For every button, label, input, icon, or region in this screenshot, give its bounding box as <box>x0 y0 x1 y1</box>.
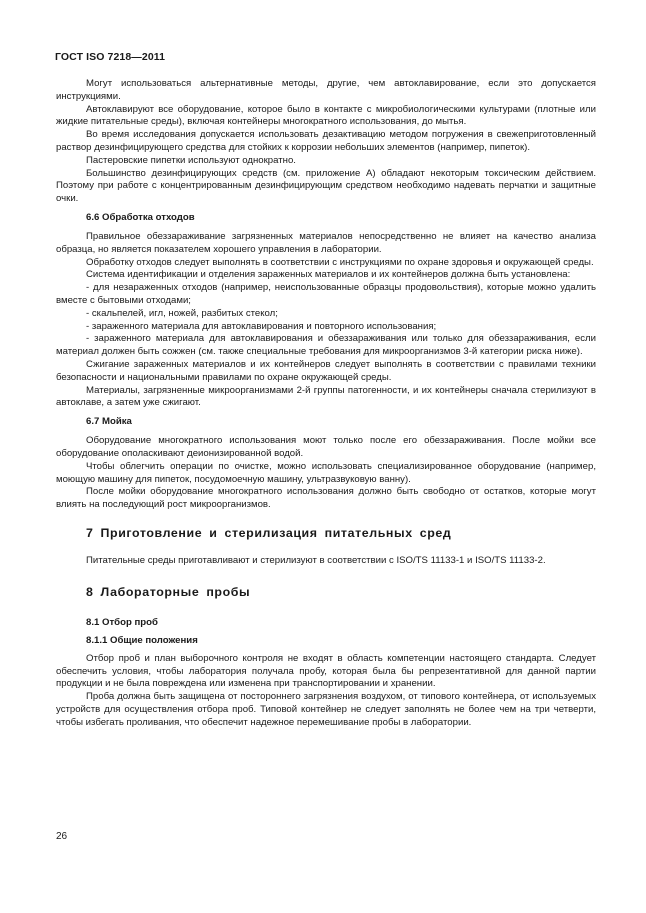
paragraph: Автоклавируют все оборудование, которое было в контакте с микробиологическими культурами (плотные или жидкие питательные среды), включая контейнеры многократного использования, до мытья. <box>56 103 596 128</box>
document-body <box>56 78 596 729</box>
paragraph: После мойки оборудование многократного использования должно быть свободно от остатков, которые могут влиять на последующий рост микроорганизмов. <box>56 486 596 511</box>
section-heading-8-1-1: 8.1.1 Общие положения <box>86 634 198 646</box>
list-item: - для незараженных отходов (например, неиспользованные образцы продовольствия), которые можно удалить вместе с бытовыми отходами; <box>56 282 596 306</box>
paragraph: Отбор проб и план выборочного контроля не входят в область компетенции настоящего стандарта. Следует обеспечить условия, чтобы лаборатория получала пробу, которая была бы репрезентативной для данной партии продукции и не была повреждена или изменена при транспортировании и хранении. <box>56 652 596 690</box>
section-heading-6-6: 6.6 Обработка отходов <box>86 211 195 223</box>
paragraph: Система идентификации и отделения зараженных материалов и их контейнеров должна быть установлена: <box>86 269 571 281</box>
paragraph: Оборудование многократного использования моют только после его обеззараживания. После мойки все оборудование ополаскивают деионизированной водой. <box>56 435 596 459</box>
list-item: - зараженного материала для автоклавирования и повторного использования; <box>86 320 437 332</box>
paragraph: Сжигание зараженных материалов и их контейнеров следует выполнять в соответствии с правилами техники безопасности и национальными правилами по охране окружающей среды. <box>56 358 596 383</box>
paragraph: Питательные среды приготавливают и стерилизуют в соответствии с ISO/TS 11133-1 и ISO/TS 11133-2. <box>86 554 546 566</box>
section-heading-7: 7 Приготовление и стерилизация питательных сред <box>86 525 452 540</box>
section-heading-6-7: 6.7 Мойка <box>86 416 132 428</box>
paragraph: Правильное обеззараживание загрязненных материалов непосредственно не влияет на качество анализа образца, но является показателем хорошего управления в лаборатории. <box>56 230 596 255</box>
page-header-standard-code: ГОСТ ISO 7218—2011 <box>55 51 166 63</box>
paragraph: Большинство дезинфицирующих средств (см. приложение А) обладают некоторым токсическим действием. Поэтому при работе с концентрированным дезинфицирующим средством необходимо надевать перчатки и защитные очки. <box>56 167 596 205</box>
paragraph: Могут использоваться альтернативные методы, другие, чем автоклавирование, если это допускается инструкциями. <box>56 78 596 102</box>
paragraph: Проба должна быть защищена от постороннего загрязнения воздухом, от типового контейнера, от используемых устройств для осуществления отбора проб. Типовой контейнер не следует заполнять не более чем на три четверти, чтобы избегать проливания, что обеспечит надежное перемешивание пробы в лаборатории. <box>56 691 596 728</box>
section-heading-8-1: 8.1 Отбор проб <box>86 616 158 628</box>
page-number: 26 <box>56 831 68 842</box>
list-item: - скальпелей, игл, ножей, разбитых стекол; <box>86 307 278 319</box>
paragraph: Чтобы облегчить операции по очистке, можно использовать специализированное оборудование (например, моющую машину для пипеток, посудомоечную машину, ультразвуковую ванну). <box>56 460 596 485</box>
paragraph: Обработку отходов следует выполнять в соответствии с инструкциями по охране здоровья и окружающей среды. <box>86 256 594 268</box>
paragraph: Материалы, загрязненные микроорганизмами 2-й группы патогенности, и их контейнеры сначала стерилизуют в автоклаве, а затем уже сжигают. <box>56 384 596 409</box>
section-heading-8: 8 Лабораторные пробы <box>86 584 251 599</box>
list-item: - зараженного материала для автоклавирования и обеззараживания или только для обеззараживания, если материал должен быть сожжен (см. также специальные требования для микроорганизмов 3-й категории риска ниже). <box>56 333 596 358</box>
paragraph: Пастеровские пипетки используют однократно. <box>86 154 296 166</box>
paragraph: Во время исследования допускается использовать дезактивацию методом погружения в свежеприготовленный раствор дезинфицирующего средства для стойких к коррозии небольших элементов (например, пипеток). <box>56 129 596 153</box>
